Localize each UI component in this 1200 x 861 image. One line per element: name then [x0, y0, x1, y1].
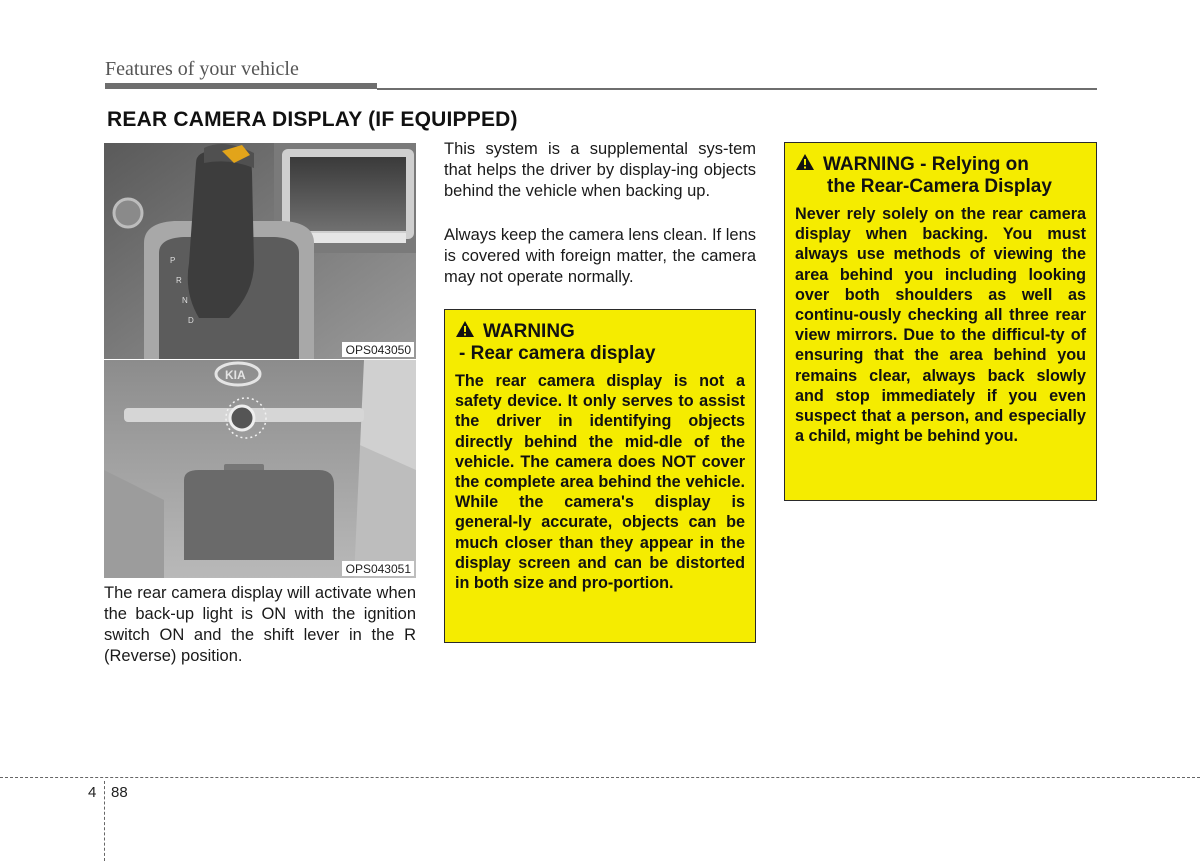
warning-box-relying-on-camera: [784, 142, 1097, 501]
section-header: Features of your vehicle: [105, 58, 299, 80]
svg-text:R: R: [176, 276, 182, 285]
warning-subheading: the Rear-Camera Display: [827, 176, 1052, 197]
footer-vertical-divider: [104, 781, 105, 861]
warning-box-rear-camera: [444, 309, 756, 643]
svg-text:KIA: KIA: [225, 368, 246, 382]
warning-triangle-icon: [455, 320, 475, 338]
warning-subheading: - Rear camera display: [459, 343, 656, 364]
figure-caption: OPS043051: [342, 561, 414, 576]
warning-body: The rear camera display is not a safety device. It only serves to assist the driver in identifying objects directly behind the mid-dle of the vehicle. The camera does NOT cover the complete area behind the vehicle. While the camera's display is general-ly accurate, objects can be much closer than they appear in the display screen and can be distorted in both size and pro-portion.: [455, 372, 745, 593]
warning-body: Never rely solely on the rear camera display when backing. You must always use methods of viewing the area behind you including looking over both shoulders as well as continu-ously checking all three rear view mirrors. Due to the difficul-ty of ensuring that the area behind you remains clear, always back slowly and stop immediately if you even suspect that a person, and especially a child, might be behind you.: [795, 205, 1086, 446]
lens-care-paragraph: Always keep the camera lens clean. If lens is covered with foreign matter, the camera may not operate normally.: [444, 226, 756, 286]
warning-triangle-icon: [795, 153, 815, 171]
svg-text:P: P: [170, 256, 176, 265]
warning-heading: [795, 153, 1086, 176]
warning-heading-text: WARNING: [483, 321, 575, 342]
svg-text:N: N: [182, 296, 188, 305]
footer-divider: [0, 777, 1200, 778]
header-rule-thick: [105, 83, 377, 89]
chapter-number: 4: [88, 784, 97, 801]
warning-heading: [455, 320, 745, 343]
activation-paragraph: The rear camera display will activate when the back-up light is ON with the ignition switch ON and the shift lever in the R (Reverse) position.: [104, 584, 416, 665]
warning-heading-text: WARNING - Relying on: [823, 154, 1029, 175]
page-number: 88: [111, 784, 128, 801]
header-rule-thin: [377, 88, 1097, 90]
page-title: REAR CAMERA DISPLAY (IF EQUIPPED): [107, 108, 518, 131]
system-description-paragraph: This system is a supplemental sys-tem that helps the driver by display-ing objects behind the vehicle when backing up.: [444, 140, 756, 200]
shift-lever-photo: [104, 143, 416, 359]
svg-text:D: D: [188, 316, 194, 325]
rear-camera-photo: [104, 360, 416, 578]
figure-caption: OPS043050: [342, 342, 414, 357]
